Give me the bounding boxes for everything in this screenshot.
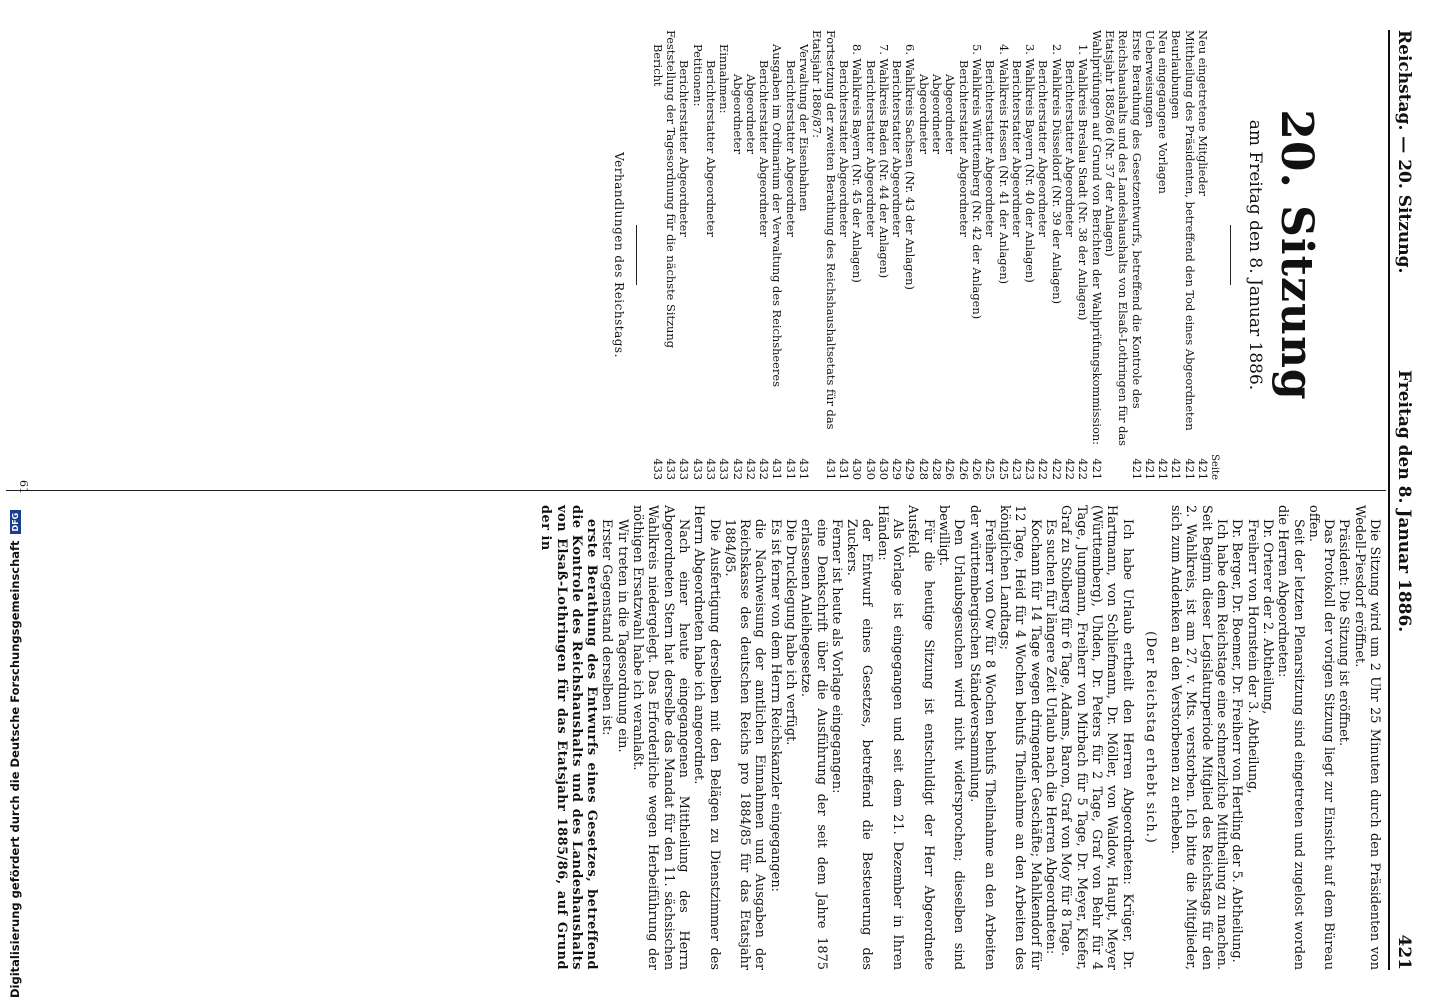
body-paragraph: Es suchen für längere Zeit Urlaub nach die Herren Abgeordneten: — [1043, 519, 1059, 955]
toc-entry — [1063, 30, 1076, 480]
toc-entry-page: 433 — [650, 458, 665, 480]
body-paragraph: Präsident: Die Sitzung ist eröffnet. — [1336, 519, 1352, 747]
toc-entry-text: Berichterstatter Abgeordneter — [704, 60, 719, 237]
toc-entry-text: 3. Wahlkreis Bayern (Nr. 40 der Anlagen) — [1023, 44, 1038, 283]
toc-entry — [1089, 30, 1102, 480]
toc-entry-page: 426 — [969, 458, 984, 480]
toc-entry-text: Einnahmen: — [717, 44, 732, 114]
toc-entry-text: Berichterstatter Abgeordneter — [757, 60, 772, 237]
table-of-contents — [651, 30, 1209, 480]
toc-entry-text: Berichterstatter Abgeordneter — [863, 60, 878, 237]
toc-entry-page: 425 — [996, 458, 1011, 480]
dfg-logo: DFG — [10, 510, 21, 535]
toc-entry — [677, 30, 690, 480]
toc-entry-text: Berichterstatter Abgeordneter — [836, 60, 851, 237]
body-paragraph: der Entwurf eines Gesetzes, betreffend die Besteuerung des Zuckers. — [844, 519, 875, 970]
toc-entry-page: 422 — [1036, 458, 1051, 480]
toc-entry-text: Berichterstatter Abgeordneter — [956, 60, 971, 237]
toc-entry-text: Fortsetzung der zweiten Berathung des Reichshaushaltsetats für das Etatsjahr 1886/87: — [810, 30, 838, 430]
column-divider — [6, 490, 1386, 491]
volume-footer: Verhandlungen des Reichstags. — [611, 152, 626, 358]
toc-entry-page: 430 — [876, 458, 891, 480]
toc-entry — [1010, 30, 1023, 480]
running-head — [1390, 30, 1420, 970]
toc-entry — [1036, 30, 1049, 480]
toc-entry — [717, 30, 730, 480]
toc-entry — [744, 30, 757, 480]
toc-end-rule — [636, 225, 637, 285]
toc-entry — [930, 30, 943, 480]
toc-entry-page: 421 — [1182, 458, 1197, 480]
body-paragraph: Den Urlaubsgesuchen wird nicht widersprochen; dieselben sind bewilligt. — [935, 505, 967, 970]
toc-entry-page: 422 — [1076, 458, 1091, 480]
toc-entry-text: Feststellung der Tagesordnung für die nächste Sitzung — [664, 30, 679, 349]
toc-entry — [970, 30, 983, 480]
toc-entry-text: Abgeordneter — [930, 74, 945, 154]
toc-entry-page: 433 — [677, 458, 692, 480]
toc-entry-text: Wahlprüfungen auf Grund von Berichten der Wahlprüfungskommission: — [1089, 30, 1104, 446]
toc-entry-text: Abgeordneter — [730, 74, 745, 154]
toc-entry-text: Erste Berathung des Gesetzentwurfs, betreffend die Kontrole des Reichshaushalts und des Landeshaushalts von Elsaß-Lothringen für das Etatsjahr 1885/86 (Nr. 37 der Anlagen) — [1102, 30, 1144, 447]
session-title: 20. Sitzung — [1271, 109, 1322, 401]
toc-entry-text: 6. Wahlkreis Sachsen (Nr. 43 der Anlagen) — [903, 44, 918, 290]
toc-entry-text: 4. Wahlkreis Hessen (Nr. 41 der Anlagen) — [996, 44, 1011, 285]
toc-entry — [704, 30, 717, 480]
toc-entry — [1169, 30, 1182, 480]
toc-entry — [1196, 30, 1209, 480]
toc-entry — [690, 30, 703, 480]
toc-entry-text: 2. Wahlkreis Düsseldorf (Nr. 39 der Anlagen) — [1049, 44, 1064, 305]
toc-entry-text: Berichterstatter Abgeordneter — [1036, 60, 1051, 237]
toc-entry-text: Petitionen: — [690, 44, 705, 107]
session-date: am Freitag den 8. Januar 1886. — [1245, 119, 1265, 391]
body-paragraph: die Nachweisung der amtlichen Einnahmen und Ausgaben der Reichskasse des deutschen Reichs pro 1884/85 für das Etatsjahr 1884/85. — [721, 519, 768, 970]
toc-entry-page: 432 — [730, 458, 745, 480]
toc-entry-text: Abgeordneter — [943, 74, 958, 154]
toc-entry-page: 429 — [903, 458, 918, 480]
body-paragraph: Ich habe dem Reichstage eine schmerzliche Mittheilung zu machen. Seit Beginn dieser Legislaturperiode Mitglied des Reichstags für den 2. Wahlkreis, ist am 27. v. Mts. verstorben. Ich bitte die Mitglieder, sich zum Andenken an den Verstorbenen zu erheben. — [1168, 505, 1230, 970]
body-paragraph: Kochann für 14 Tage wegen dringender Geschäfte; Mahlkendorf für 12 Tage, Heid für 4 Wochen behufs Theilnahme an den Arbeiten des königlichen Landtags; — [997, 505, 1043, 970]
toc-entry-page: 421 — [1196, 458, 1210, 480]
body-paragraph: Ferner ist heute als Vorlage eingegangen: — [828, 519, 844, 794]
header-rule — [1388, 30, 1390, 970]
toc-entry — [1156, 30, 1169, 480]
toc-entry — [1049, 30, 1062, 480]
body-paragraph: Erster Gegenstand derselben ist: — [599, 519, 615, 736]
body-paragraph: Freiherr von Hornstein der 3. Abtheilung, — [1244, 519, 1260, 794]
toc-entry — [1076, 30, 1089, 480]
body-paragraph: Freiherr von Ow für 8 Wochen behufs Theilnahme an den Arbeiten der württembergischen Ständeversammlung. — [966, 505, 997, 970]
toc-entry-page: 430 — [850, 458, 865, 480]
body-paragraph: Dr. Berger, Dr. Boemer, Dr. Freiherr von Hertling der 5. Abtheilung. — [1229, 519, 1245, 963]
toc-entry-page: 433 — [704, 458, 719, 480]
toc-entry-page: 432 — [743, 458, 758, 480]
body-paragraph: Für die heutige Sitzung ist entschuldigt der Herr Abgeordnete Ausfeld. — [905, 505, 936, 970]
toc-entry — [996, 30, 1009, 480]
left-column — [612, 30, 1382, 480]
toc-entry-page: 428 — [930, 458, 945, 480]
toc-entry-page: 433 — [717, 458, 732, 480]
toc-entry-page: 433 — [664, 458, 679, 480]
toc-entry-text: Abgeordneter — [743, 74, 758, 154]
signature-mark: 61 — [17, 480, 30, 494]
watermark-text: Digitalisierung gefördert durch die Deutsche Forschungsgemeinschaft — [8, 540, 22, 998]
toc-entry-page: 421 — [1142, 458, 1157, 480]
body-paragraph: Dr. Orterer der 2. Abtheilung, — [1259, 519, 1275, 715]
toc-entry-text: Berichterstatter Abgeordneter — [1063, 60, 1078, 237]
toc-entry — [730, 30, 743, 480]
toc-entry — [983, 30, 996, 480]
toc-entry-page: 431 — [770, 458, 785, 480]
toc-entry-page: 426 — [943, 458, 958, 480]
toc-entry — [1103, 30, 1143, 480]
toc-entry-text: Neu eingegangene Vorlagen — [1156, 30, 1171, 194]
toc-entry-page: 421 — [1089, 458, 1104, 480]
toc-entry-text: Abgeordneter — [916, 74, 931, 154]
toc-entry-page: 422 — [1049, 458, 1064, 480]
body-paragraph: Nach einer heute eingegangenen Mittheilung des Herrn Abgeordneten Stern hat derselbe das Mandat für den 11. sächsischen Wahlkreis niedergelegt. Das Erforderliche wegen Herbeiführung der nöthigen Ersatzwahl habe ich veranlaßt. — [630, 505, 691, 970]
running-head-center: Freitag den 8. Januar 1886. — [1394, 370, 1414, 633]
toc-entry-text: 8. Wahlkreis Bayern (Nr. 45 der Anlagen) — [850, 44, 865, 283]
toc-entry — [1143, 30, 1156, 480]
toc-entry — [797, 30, 810, 480]
body-paragraph: Es ist ferner von dem Herrn Reichskanzler eingegangen: — [767, 519, 783, 893]
toc-entry — [770, 30, 783, 480]
body-paragraph: Als Vorlage ist eingegangen und seit dem 21. Dezember in Ihren Händen: — [874, 505, 906, 970]
toc-entry-page: 423 — [1009, 458, 1024, 480]
body-paragraph: Seit der letzten Plenarsitzung sind eingetreten und zugelost worden die Herren Abgeordneten: — [1275, 505, 1306, 970]
page-number: 421 — [1394, 934, 1414, 970]
toc-entry-page: 421 — [1156, 458, 1171, 480]
toc-entry-text: 7. Wahlkreis Baden (Nr. 44 der Anlagen) — [876, 44, 891, 279]
toc-entry — [664, 30, 677, 480]
toc-entry-page: 431 — [797, 458, 812, 480]
body-paragraph: erste Berathung des Entwurfs eines Gesetzes, betreffend die Kontrole des Reichshaushalts und des Landeshaushalts von Elsaß-Lothringen für das Etatsjahr 1885/86, auf Grund der in — [538, 505, 600, 970]
body-paragraph: Ich habe Urlaub ertheilt den Herren Abgeordneten: Krüger, Dr. Hartmann, von Schliefmann, Dr. Möller, von Waldow, Haupt, Meyer (Württemberg), Uhden, Dr. Peters für 2 Tage, Graf von Behr für 4 Tage, Jungmann, Freiherr von Mirbach für 5 Tage, Dr. Meyer, Kiefer, Graf zu Stolberg für 6 Tage, Adams, Baron, Graf von Moy für 8 Tage. — [1058, 505, 1135, 970]
toc-entry-text: Mittheilung des Präsidenten, betreffend den Tod eines Abgeordneten — [1182, 30, 1197, 431]
toc-entry — [651, 30, 664, 480]
toc-entry-text: Neu eingetretene Mitglieder — [1196, 30, 1210, 196]
toc-entry-text: Verwaltung der Eisenbahnen — [797, 44, 812, 212]
toc-entry — [903, 30, 916, 480]
title-rule — [1230, 225, 1231, 285]
toc-entry-text: Berichterstatter Abgeordneter — [1009, 60, 1024, 237]
toc-entry-page: 432 — [757, 458, 772, 480]
toc-entry — [943, 30, 956, 480]
running-head-left: Reichstag. — 20. Sitzung. — [1394, 30, 1414, 274]
toc-entry — [863, 30, 876, 480]
body-paragraph: eine Denkschrift über die Ausführung der seit dem Jahre 1875 erlassenen Anleihegesetze. — [798, 519, 829, 970]
body-paragraph: Das Protokoll der vorigen Sitzung liegt zur Einsicht auf dem Büreau offen. — [1305, 505, 1337, 970]
body-paragraph: Die Sitzung wird um 2 Uhr 25 Minuten durch den Präsidenten von Wedell-Piesdorf eröffnet. — [1351, 505, 1382, 970]
toc-entry-page: 425 — [983, 458, 998, 480]
toc-entry-text: Bericht — [650, 44, 665, 87]
toc-entry-page: 423 — [1023, 458, 1038, 480]
body-paragraph: Die Ausfertigung derselben mit den Belägen zu Dienstzimmer des Herrn Abgeordneten habe ich angeordnet. — [691, 505, 722, 970]
toc-entry-page: 430 — [863, 458, 878, 480]
body-paragraph: Wir treten in die Tagesordnung ein. — [614, 519, 630, 753]
toc-entry — [956, 30, 969, 480]
toc-entry-page: 429 — [890, 458, 905, 480]
toc-entry-page: 428 — [916, 458, 931, 480]
toc-entry-page: 421 — [1129, 458, 1144, 480]
toc-entry — [850, 30, 863, 480]
toc-page-header: Seite — [1209, 454, 1220, 480]
toc-entry-page: 426 — [956, 458, 971, 480]
toc-entry-text: 1. Wahlkreis Breslau Stadt (Nr. 38 der Anlagen) — [1076, 44, 1091, 321]
toc-entry-text: Berichterstatter Abgeordneter — [783, 60, 798, 237]
toc-entry-text: Berichterstatter Abgeordneter — [983, 60, 998, 237]
toc-entry-text: Berichterstatter Abgeordneter — [890, 60, 905, 237]
toc-entry — [837, 30, 850, 480]
toc-entry — [1182, 30, 1195, 480]
toc-entry-page: 431 — [823, 458, 838, 480]
digitization-watermark — [8, 510, 22, 998]
toc-entry-page: 431 — [783, 458, 798, 480]
toc-entry — [877, 30, 890, 480]
body-paragraph: Die Drucklegung habe ich verfügt. — [783, 519, 799, 746]
right-column-text — [538, 505, 1382, 970]
toc-entry — [757, 30, 770, 480]
toc-entry-text: Beurlaubungen — [1169, 30, 1184, 119]
toc-entry-text: Ueberweisungen — [1142, 30, 1157, 128]
toc-entry — [890, 30, 903, 480]
toc-entry-text: 5. Wahlkreis Württemberg (Nr. 42 der Anlagen) — [969, 44, 984, 320]
toc-entry-page: 431 — [836, 458, 851, 480]
toc-entry — [1023, 30, 1036, 480]
toc-entry-page: 421 — [1169, 458, 1184, 480]
toc-entry — [784, 30, 797, 480]
toc-entry — [810, 30, 837, 480]
toc-entry-page: 433 — [690, 458, 705, 480]
toc-entry-text: Ausgaben im Ordinarium der Verwaltung des Reichsheeres — [770, 44, 785, 387]
toc-entry-text: Berichterstatter Abgeordneter — [677, 60, 692, 237]
toc-entry — [916, 30, 929, 480]
toc-entry-page: 422 — [1063, 458, 1078, 480]
body-paragraph: (Der Reichstag erhebt sich.) — [1142, 631, 1158, 844]
